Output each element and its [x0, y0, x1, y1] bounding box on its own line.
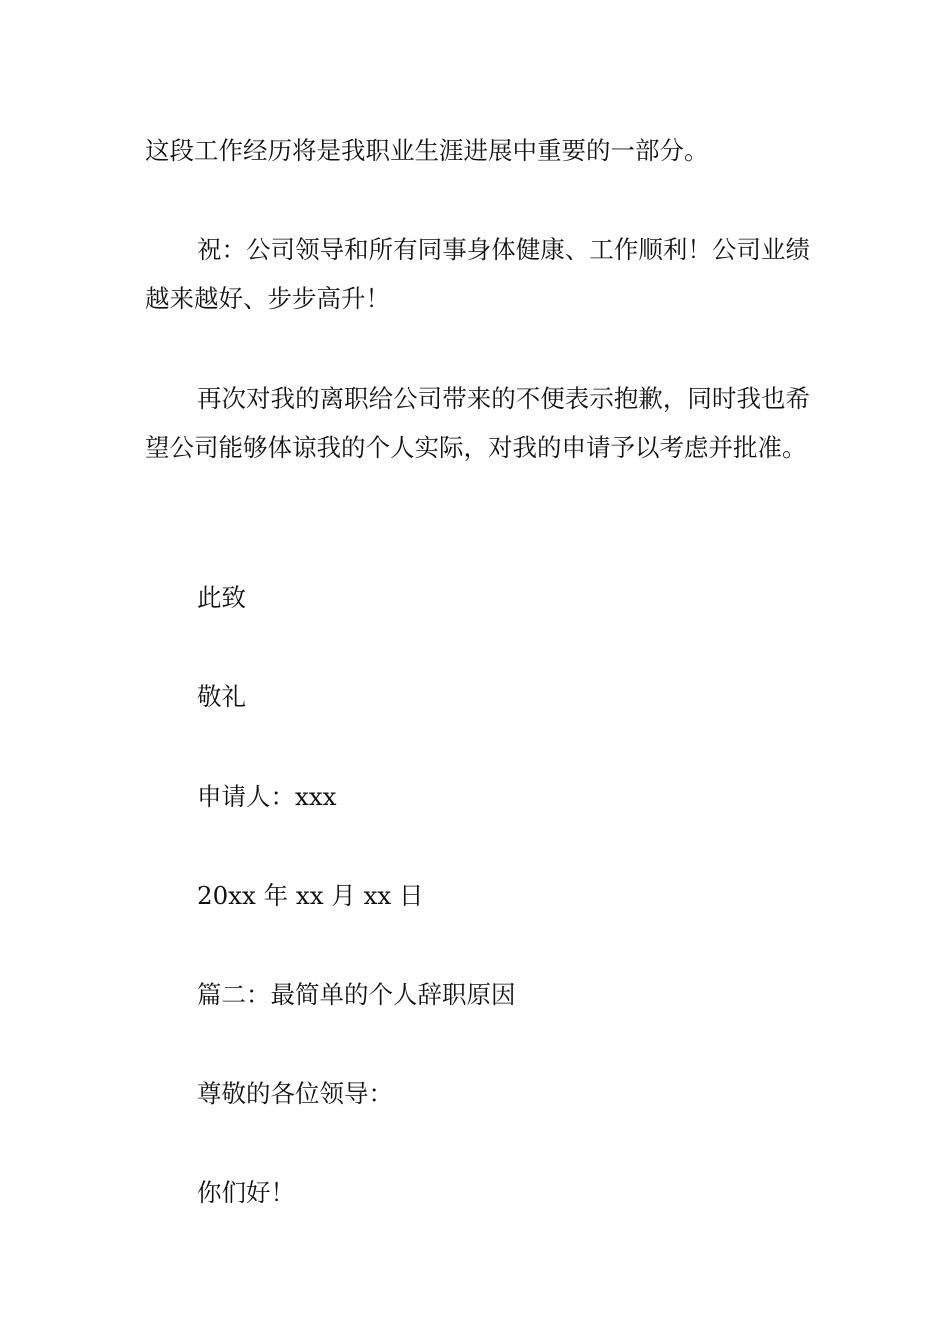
date-line: 20xx 年 xx 月 xx 日 — [197, 881, 424, 910]
applicant-line: 申请人：xxx — [197, 782, 337, 811]
salute-phrase: 敬礼 — [197, 682, 246, 711]
greeting-line: 尊敬的各位领导： — [197, 1079, 393, 1108]
section-title: 篇二：最简单的个人辞职原因 — [197, 980, 516, 1009]
hello-line: 你们好！ — [197, 1178, 295, 1207]
closing-phrase: 此致 — [197, 583, 246, 612]
paragraph-blessing: 祝：公司领导和所有同事身体健康、工作顺利！公司业绩越来越好、步步高升！ — [145, 235, 810, 313]
paragraph-apology: 再次对我的离职给公司带来的不便表示抱歉，同时我也希望公司能够体谅我的个人实际，对我的申请予以考虑并批准。 — [145, 384, 810, 462]
paragraph-work-experience: 这段工作经历将是我职业生涯进展中重要的一部分。 — [145, 136, 709, 165]
